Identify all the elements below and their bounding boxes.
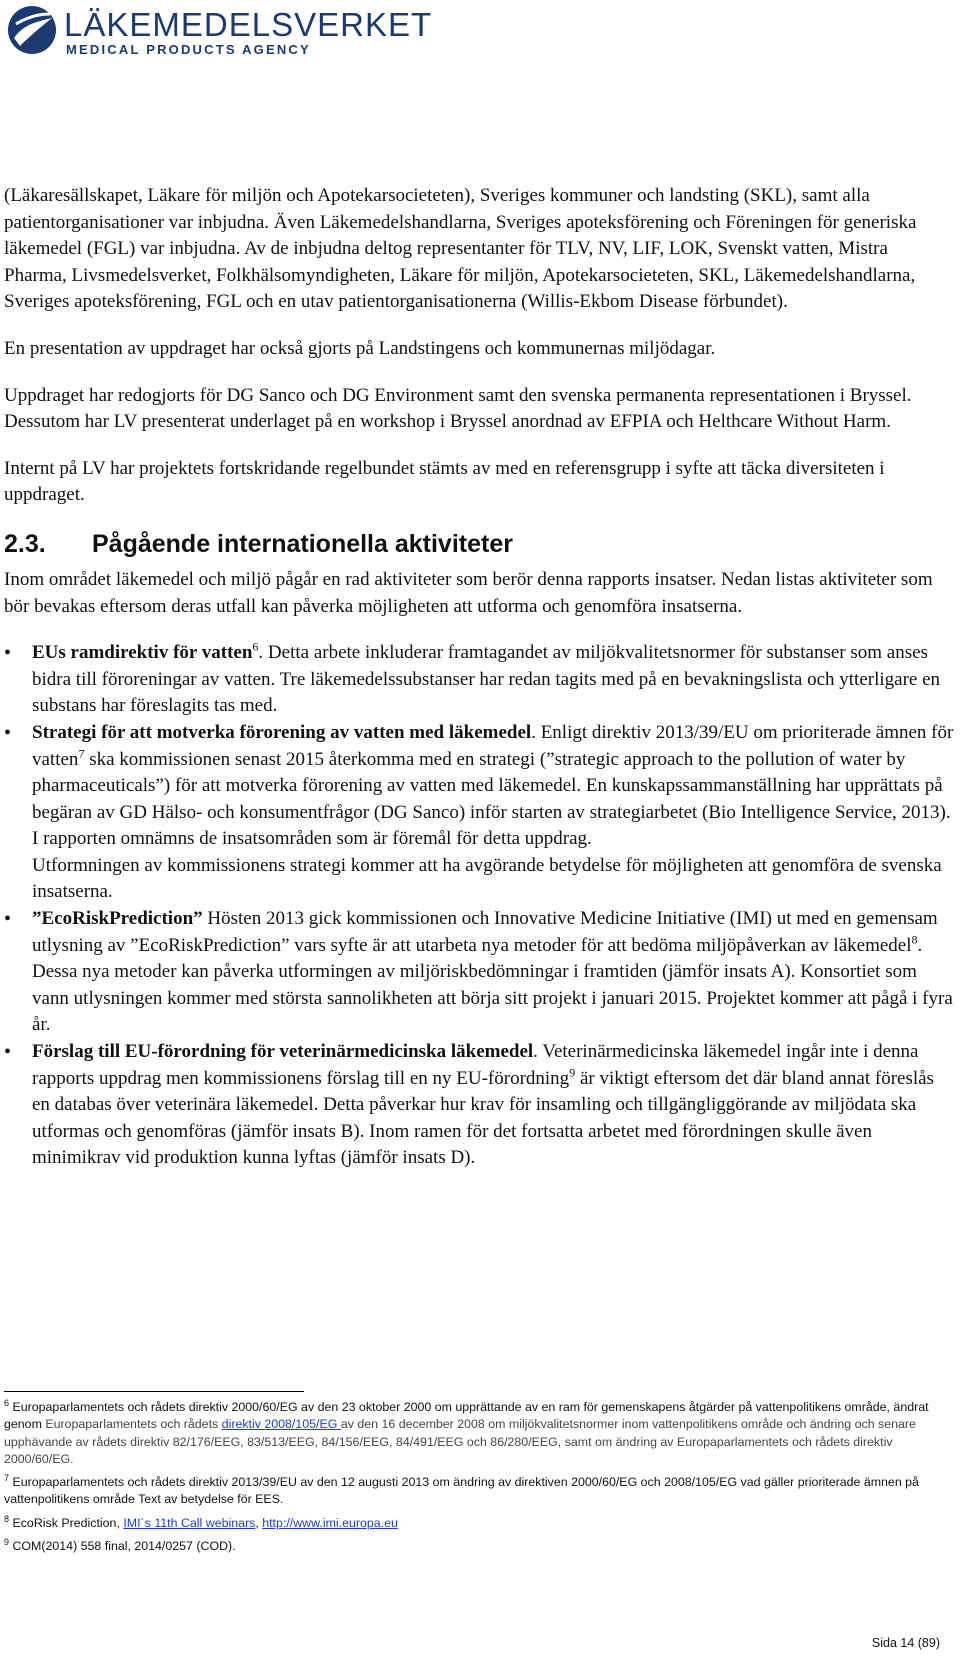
footnote-6	[4, 1399, 954, 1468]
item-text: . Dessa nya metoder kan påverka utformingen av miljöriskbedömningar i framtiden (jämför insats A). Konsortiet som vann utlysningen kommer med största sannolikheten att börja sitt projekt i januari 2015. Projektet kommer att pågå i fyra år.	[32, 934, 953, 1036]
directive-link[interactable]: direktiv 2008/105/EG	[221, 1417, 341, 1432]
footnote-ref: 8	[911, 932, 918, 947]
logo-title: LÄKEMEDELSVERKET	[64, 6, 433, 43]
item-heading: ”EcoRiskPrediction”	[32, 908, 203, 930]
footnote-number: 7	[4, 1473, 10, 1484]
footnote-number: 9	[4, 1536, 10, 1547]
activity-list	[4, 640, 954, 1172]
bullet-icon: •	[4, 908, 12, 931]
footnote-text: ,	[255, 1515, 263, 1530]
item-text: ska kommissionen senast 2015 återkomma med en strategi (”strategic approach to the pollution of water by pharmaceuticals”) för att motverka förorening av vatten med läkemedel. En kunskapssammanställning har upprättats på begäran av GD Hälso- och konsumentfrågor (DG Sanco) inför starten av strategiarbetet (Bio Intelligence Service, 2013). I rapporten omnämns de insatsområden som är föremål för detta uppdrag.	[32, 748, 951, 850]
item-text: Hösten 2013 gick kommissionen och Innovative Medicine Initiative (IMI) ut med en gemensam utlysning av ”EcoRiskPrediction” vars syfte är att utarbeta nya metoder för att bedöma miljöpåverkan av läkemedel	[32, 908, 938, 956]
item-heading: Strategi för att motverka förorening av vatten med läkemedel	[32, 721, 532, 743]
footnote-text: EcoRisk Prediction,	[12, 1515, 124, 1530]
document-body	[4, 183, 954, 1172]
list-item	[4, 906, 954, 1039]
bullet-icon: •	[4, 721, 12, 744]
section-heading	[4, 529, 954, 559]
footnote-text: Europaparlamentets och rådets	[41, 1417, 222, 1432]
footnote-divider	[4, 1391, 304, 1392]
item-text: . Veterinärmedicinska läkemedel ingår inte i denna rapports uppdrag men kommissionens förslag till en ny EU-förordning	[32, 1041, 919, 1089]
section-title: Pågående internationella aktiviteter	[92, 529, 513, 558]
logo-mark-icon	[6, 4, 58, 56]
page-number: Sida 14 (89)	[871, 1636, 940, 1650]
bullet-icon: •	[4, 642, 12, 665]
footnote-7	[4, 1474, 954, 1509]
footnote-ref: 7	[78, 746, 85, 761]
imi-link[interactable]: http://www.imi.europa.eu	[262, 1515, 398, 1530]
footnote-text: av den 16 december 2008 om miljökvalitetsnormer inom vattenpolitikens område och ändring och senare upphävande av rådets direktiv 82/176/EEG, 83/513/EEG, 84/156/EEG, 84/491/EEG och 86/280/EEG, samt om ändring av Europaparlamentets och rådets direktiv 2000/60/EG.	[4, 1417, 916, 1466]
footnote-ref: 6	[252, 639, 259, 654]
footnote-text: COM(2014) 558 final, 2014/0257 (COD).	[12, 1539, 236, 1554]
bullet-icon: •	[4, 1041, 12, 1064]
paragraph: Uppdraget har redogjorts för DG Sanco och DG Environment samt den svenska permanenta representationen i Bryssel. Dessutom har LV presenterat underlaget på en workshop i Bryssel anordnad av EFPIA och Helthcare Without Harm.	[4, 384, 912, 433]
list-item	[4, 720, 954, 906]
item-text: är viktigt eftersom det där bland annat föreslås en databas över veterinära läkemedel. Detta påverkar hur krav för insamling och tillgängliggörande av miljödata ska utformas och genomföras (jämför insats B). Inom ramen för det fortsatta arbetet med förordningen skulle även minimikrav vid produktion kunna lyftas (jämför insats D).	[32, 1067, 934, 1169]
footnote-text: Europaparlamentets och rådets direktiv 2000/60/EG av den 23 oktober 2000 om upprättande av en ram för gemenskapens åtgärder på vattenpolitikens område, ändrat genom	[4, 1400, 929, 1432]
list-item	[4, 640, 954, 720]
item-heading: Förslag till EU-förordning för veterinärmedicinska läkemedel	[32, 1041, 534, 1063]
item-text: Utformningen av kommissionens strategi kommer att ha avgörande betydelse för möjligheten att genomföra de svenska insatserna.	[32, 854, 942, 903]
footnote-ref: 9	[569, 1065, 576, 1080]
section-number: 2.3.	[4, 529, 46, 558]
agency-logo	[6, 4, 433, 60]
logo-subtitle: MEDICAL PRODUCTS AGENCY	[66, 42, 311, 57]
item-text: . Enligt direktiv 2013/39/EU om prioriterade ämnen för vatten	[32, 721, 954, 770]
footnote-text: Europaparlamentets och rådets direktiv 2013/39/EU av den 12 augusti 2013 om ändring av direktiven 2000/60/EG och 2008/105/EG vad gäller prioriterade ämnen på vattenpolitikens område Text av betydelse för EES.	[4, 1475, 919, 1507]
footnote-9	[4, 1538, 954, 1555]
item-text: . Detta arbete inkluderar framtagandet av miljökvalitetsnormer för substanser som anses bidra till föroreningar av vatten. Tre läkemedelssubstanser har redan tagits med på en bevakningslista och ytterligare en substans har föreslagits tas med.	[32, 642, 941, 717]
item-heading: EUs ramdirektiv för vatten	[32, 642, 253, 664]
list-item	[4, 1039, 954, 1172]
paragraph: En presentation av uppdraget har också gjorts på Landstingens och kommunernas miljödagar.	[4, 337, 716, 359]
section-intro: Inom området läkemedel och miljö pågår en rad aktiviteter som berör denna rapports insatser. Nedan listas aktiviteter som bör bevakas eftersom deras utfall kan påverka möjligheten att utforma och genomföra insatserna.	[4, 568, 933, 617]
webinars-link[interactable]: IMI´s 11th Call webinars	[123, 1515, 256, 1530]
paragraph: Internt på LV har projektets fortskridande regelbundet stämts av med en referensgrupp i syfte att täcka diversiteten i uppdraget.	[4, 457, 885, 506]
footnote-number: 6	[4, 1397, 10, 1408]
footnotes	[4, 1399, 954, 1561]
paragraph: (Läkaresällskapet, Läkare för miljön och Apotekarsocieteten), Sveriges kommuner och landsting (SKL), samt alla patientorganisationer var inbjudna. Även Läkemedelshandlarna, Sveriges apoteksförening och Föreningen för generiska läkemedel (FGL) var inbjudna. Av de inbjudna deltog representanter för TLV, NV, LIF, LOK, Svenskt vatten, Mistra Pharma, Livsmedelsverket, Folkhälsomyndigheten, Läkare för miljön, Apotekarsocieteten, SKL, Läkemedelshandlarna, Sveriges apoteksförening, FGL och en utav patientorganisationerna (Willis-Ekbom Disease förbundet).	[4, 185, 917, 313]
footnote-number: 8	[4, 1513, 10, 1524]
footnote-8	[4, 1515, 954, 1532]
